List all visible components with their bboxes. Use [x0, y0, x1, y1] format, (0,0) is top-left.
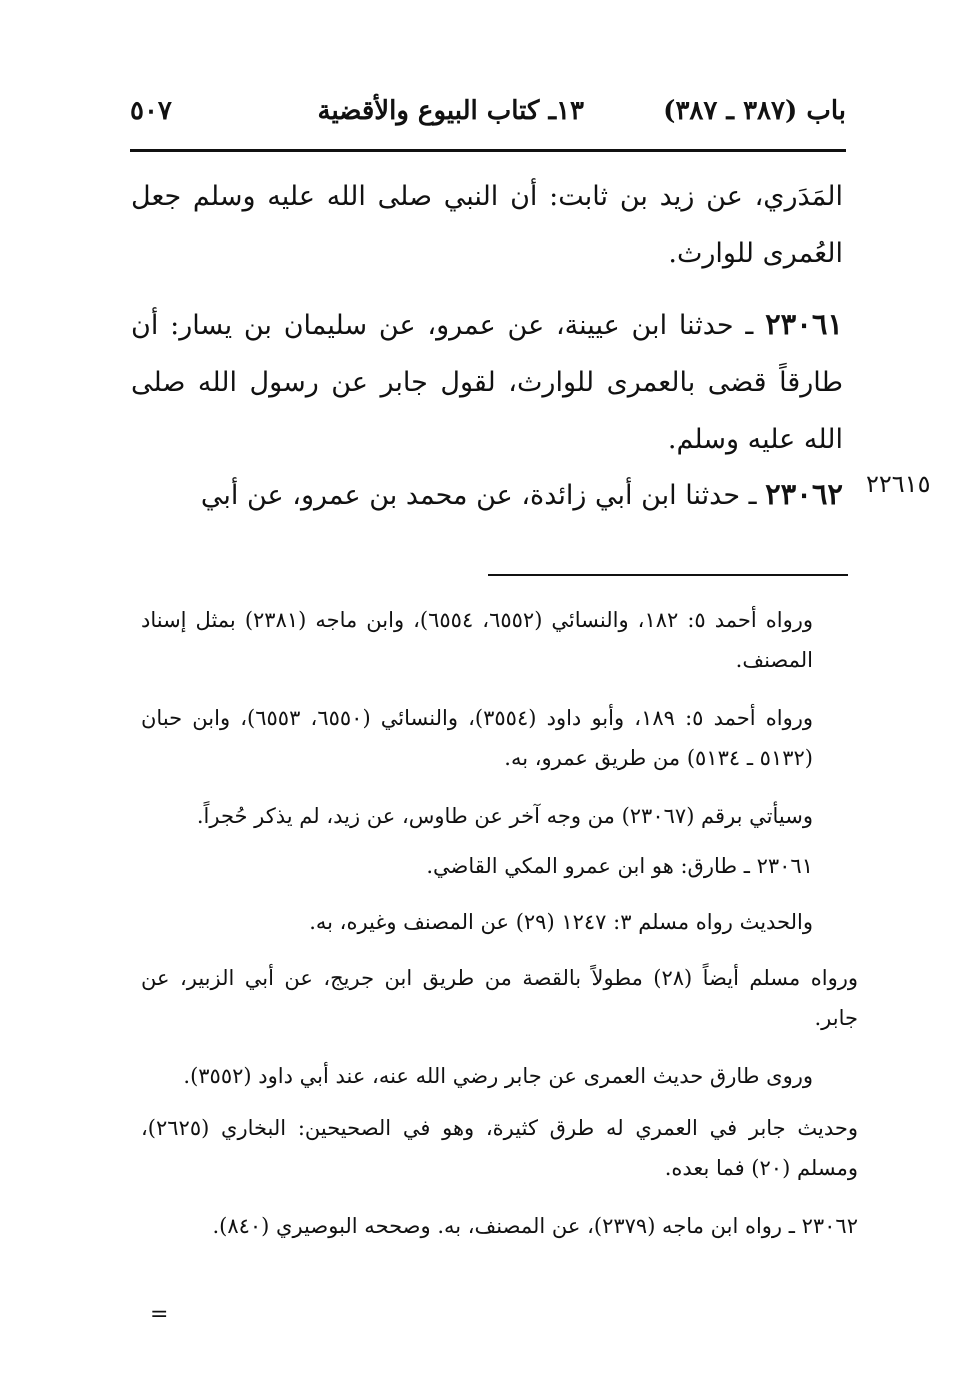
footnote-text: وروى طارق حديث العمرى عن جابر رضي الله عنه، عند أبي داود (٣٥٥٢). [183, 1064, 813, 1088]
continuation-mark: = [150, 1302, 169, 1327]
footnote-text: ٢٣٠٦٢ ـ رواه ابن ماجه (٢٣٧٩)، عن المصنف، به. وصححه البوصيري (٨٤٠). [212, 1214, 858, 1238]
hadith-number: ٢٣٠٦١ [765, 307, 843, 341]
footnote-text: ورواه أحمد ٥: ١٨٢، والنسائي (٦٥٥٢، ٦٥٥٤)، وابن ماجه (٢٣٨١) بمثل إسناد المصنف. [141, 608, 814, 672]
hadith-23062 [131, 466, 843, 524]
footnote-text: وحديث جابر في العمري له طرق كثيرة، وهو في الصحيحين: البخاري (٢٦٢٥)، ومسلم (٢٠) فما بعده. [141, 1116, 858, 1180]
footnote-text: ورواه أحمد ٥: ١٨٩، وأبو داود (٣٥٥٤)، والنسائي (٦٥٥٠، ٦٥٥٣)، وابن حبان (٥١٣٢ ـ ٥١٣٤) من طريق عمرو، به. [141, 706, 813, 770]
footnote [141, 600, 813, 680]
footnote [141, 958, 858, 1038]
hadith-text: ـ حدثنا ابن أبي زائدة، عن محمد بن عمرو، عن أبي [200, 480, 766, 511]
header-rule [130, 149, 846, 152]
hadith-number: ٢٣٠٦٢ [765, 477, 843, 511]
footnote-separator [488, 574, 848, 576]
footnote [141, 1206, 858, 1246]
footnote-text: وسيأتي برقم (٢٣٠٦٧) من وجه آخر عن طاوس، عن زيد، لم يذكر حُجراً. [196, 804, 813, 828]
footnote-text: ٢٣٠٦١ ـ طارق: هو ابن عمرو المكي القاضي. [426, 854, 813, 878]
hadith-23061-paragraph [131, 296, 843, 468]
continuation-paragraph [131, 168, 843, 282]
footnote [181, 796, 813, 836]
footnote-text: والحديث رواه مسلم ٣: ١٢٤٧ (٢٩) عن المصنف وغيره، به. [309, 910, 813, 934]
hadith-23061 [131, 296, 843, 468]
hadith-text: ـ حدثنا ابن عيينة، عن عمرو، عن سليمان بن يسار: أن طارقاً قضى بالعمرى للوارث، لقول جابر عن رسول الله صلى الله عليه وسلم. [131, 310, 843, 455]
page-number: ٥٠٧ [130, 96, 172, 126]
hadith-23062-paragraph [131, 466, 843, 524]
footnote-text: ورواه مسلم أيضاً (٢٨) مطولاً بالقصة من طريق ابن جريج، عن أبي الزبير، عن جابر. [141, 966, 858, 1030]
footnote [181, 902, 813, 942]
book-title: ١٣ـ كتاب البيوع والأقضية [317, 96, 584, 126]
footnote [141, 698, 813, 778]
margin-reference-number: ٢٢٦١٥ [866, 470, 931, 498]
running-head [130, 90, 846, 140]
chapter-range: باب (٣٨٧ ـ ٣٨٧) [663, 96, 846, 126]
footnote [181, 846, 813, 886]
footnote [181, 1056, 813, 1096]
footnote [141, 1108, 858, 1188]
continuation-text: المَدَري، عن زيد بن ثابت: أن النبي صلى الله عليه وسلم جعل العُمرى للوارث. [131, 181, 843, 269]
